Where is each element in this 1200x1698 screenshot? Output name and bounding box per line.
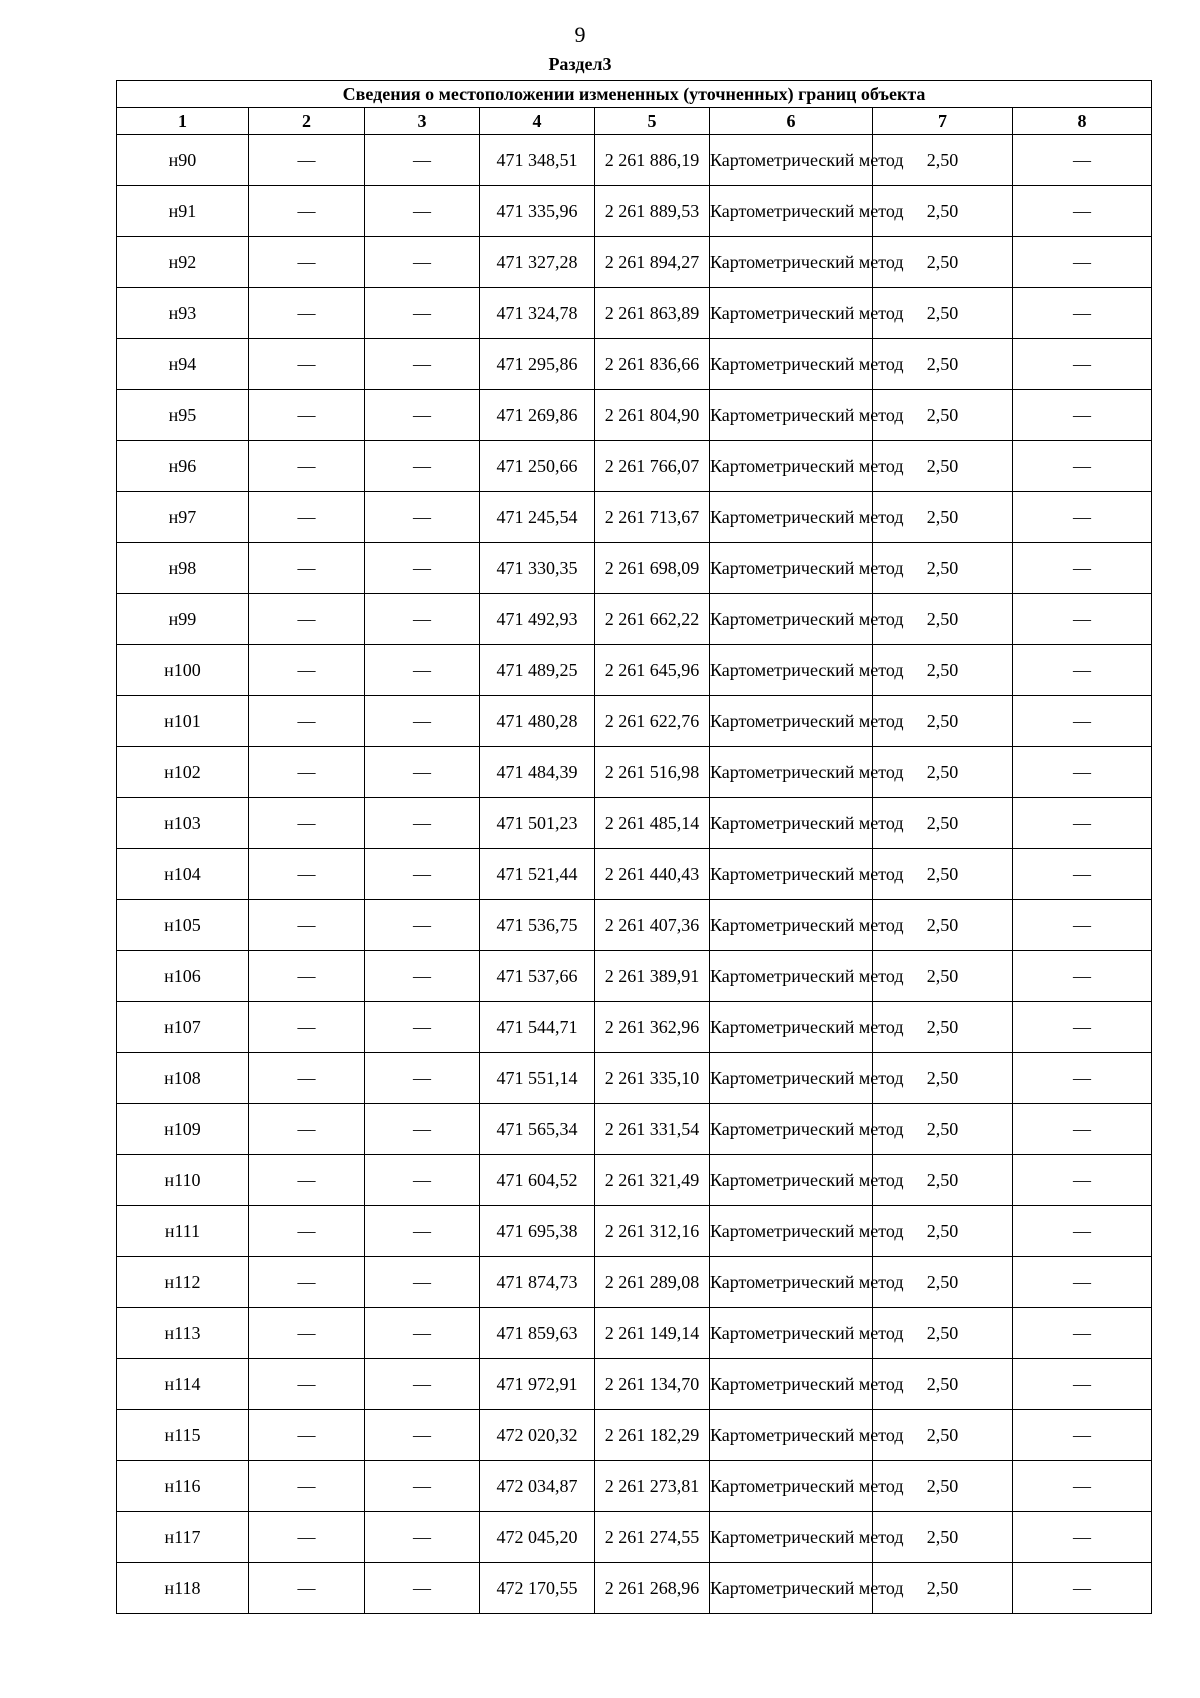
empty-value-cell: — xyxy=(365,492,480,543)
empty-value-cell: — xyxy=(249,849,365,900)
empty-value-cell: — xyxy=(1013,441,1152,492)
empty-value-cell: — xyxy=(249,1002,365,1053)
table-caption: Сведения о местоположении измененных (уточненных) границ объекта xyxy=(117,81,1152,108)
point-number-cell: н93 xyxy=(117,288,249,339)
coordinate-y-cell: 2 261 335,10 xyxy=(595,1053,710,1104)
method-cell: Картометрический метод xyxy=(710,1155,873,1206)
coordinate-x-cell: 471 245,54 xyxy=(480,492,595,543)
coordinate-y-cell: 2 261 331,54 xyxy=(595,1104,710,1155)
method-cell: Картометрический метод xyxy=(710,1053,873,1104)
table-row xyxy=(117,798,1152,849)
point-number-cell: н113 xyxy=(117,1308,249,1359)
coordinate-y-cell: 2 261 289,08 xyxy=(595,1257,710,1308)
method-cell: Картометрический метод xyxy=(710,951,873,1002)
empty-value-cell: — xyxy=(365,1002,480,1053)
method-cell: Картометрический метод xyxy=(710,1512,873,1563)
empty-value-cell: — xyxy=(249,1155,365,1206)
accuracy-cell: 2,50 xyxy=(873,135,1013,186)
coordinate-y-cell: 2 261 407,36 xyxy=(595,900,710,951)
point-number-cell: н96 xyxy=(117,441,249,492)
empty-value-cell: — xyxy=(1013,1563,1152,1614)
empty-value-cell: — xyxy=(249,390,365,441)
table-row xyxy=(117,288,1152,339)
coordinate-y-cell: 2 261 662,22 xyxy=(595,594,710,645)
coordinate-x-cell: 472 020,32 xyxy=(480,1410,595,1461)
point-number-cell: н95 xyxy=(117,390,249,441)
empty-value-cell: — xyxy=(365,288,480,339)
coordinate-y-cell: 2 261 894,27 xyxy=(595,237,710,288)
method-cell: Картометрический метод xyxy=(710,1359,873,1410)
empty-value-cell: — xyxy=(365,441,480,492)
empty-value-cell: — xyxy=(365,696,480,747)
point-number-cell: н99 xyxy=(117,594,249,645)
table-row xyxy=(117,1359,1152,1410)
coordinate-y-cell: 2 261 886,19 xyxy=(595,135,710,186)
empty-value-cell: — xyxy=(1013,798,1152,849)
section-title: Раздел3 xyxy=(548,54,612,74)
method-cell: Картометрический метод xyxy=(710,1461,873,1512)
method-cell: Картометрический метод xyxy=(710,1563,873,1614)
table-row xyxy=(117,645,1152,696)
accuracy-cell: 2,50 xyxy=(873,390,1013,441)
coordinate-x-cell: 472 045,20 xyxy=(480,1512,595,1563)
point-number-cell: н118 xyxy=(117,1563,249,1614)
empty-value-cell: — xyxy=(1013,1359,1152,1410)
coordinate-x-cell: 472 034,87 xyxy=(480,1461,595,1512)
coordinate-x-cell: 471 480,28 xyxy=(480,696,595,747)
point-number-cell: н108 xyxy=(117,1053,249,1104)
empty-value-cell: — xyxy=(1013,1410,1152,1461)
point-number-cell: н90 xyxy=(117,135,249,186)
table-row xyxy=(117,1512,1152,1563)
empty-value-cell: — xyxy=(249,1512,365,1563)
empty-value-cell: — xyxy=(249,237,365,288)
coordinate-x-cell: 471 695,38 xyxy=(480,1206,595,1257)
table-row xyxy=(117,849,1152,900)
point-number-cell: н100 xyxy=(117,645,249,696)
empty-value-cell: — xyxy=(249,288,365,339)
coordinate-x-cell: 471 250,66 xyxy=(480,441,595,492)
accuracy-cell: 2,50 xyxy=(873,747,1013,798)
point-number-cell: н105 xyxy=(117,900,249,951)
column-number: 8 xyxy=(1013,108,1152,135)
empty-value-cell: — xyxy=(365,1410,480,1461)
coordinate-x-cell: 471 565,34 xyxy=(480,1104,595,1155)
accuracy-cell: 2,50 xyxy=(873,900,1013,951)
column-number: 2 xyxy=(249,108,365,135)
empty-value-cell: — xyxy=(249,645,365,696)
empty-value-cell: — xyxy=(365,1359,480,1410)
table-row xyxy=(117,594,1152,645)
coordinate-x-cell: 471 521,44 xyxy=(480,849,595,900)
point-number-cell: н107 xyxy=(117,1002,249,1053)
coordinate-y-cell: 2 261 312,16 xyxy=(595,1206,710,1257)
empty-value-cell: — xyxy=(365,135,480,186)
coordinate-y-cell: 2 261 182,29 xyxy=(595,1410,710,1461)
accuracy-cell: 2,50 xyxy=(873,1257,1013,1308)
point-number-cell: н92 xyxy=(117,237,249,288)
coordinate-x-cell: 471 501,23 xyxy=(480,798,595,849)
coordinate-x-cell: 471 484,39 xyxy=(480,747,595,798)
coordinate-y-cell: 2 261 766,07 xyxy=(595,441,710,492)
empty-value-cell: — xyxy=(249,696,365,747)
method-cell: Картометрический метод xyxy=(710,1206,873,1257)
empty-value-cell: — xyxy=(249,339,365,390)
method-cell: Картометрический метод xyxy=(710,1104,873,1155)
method-cell: Картометрический метод xyxy=(710,696,873,747)
empty-value-cell: — xyxy=(1013,1104,1152,1155)
method-cell: Картометрический метод xyxy=(710,390,873,441)
accuracy-cell: 2,50 xyxy=(873,849,1013,900)
accuracy-cell: 2,50 xyxy=(873,1206,1013,1257)
empty-value-cell: — xyxy=(1013,186,1152,237)
empty-value-cell: — xyxy=(249,1359,365,1410)
coordinate-x-cell: 471 544,71 xyxy=(480,1002,595,1053)
empty-value-cell: — xyxy=(365,594,480,645)
empty-value-cell: — xyxy=(249,594,365,645)
method-cell: Картометрический метод xyxy=(710,135,873,186)
empty-value-cell: — xyxy=(249,1410,365,1461)
point-number-cell: н97 xyxy=(117,492,249,543)
coordinate-x-cell: 471 295,86 xyxy=(480,339,595,390)
coordinate-y-cell: 2 261 273,81 xyxy=(595,1461,710,1512)
coordinate-y-cell: 2 261 698,09 xyxy=(595,543,710,594)
point-number-cell: н98 xyxy=(117,543,249,594)
point-number-cell: н106 xyxy=(117,951,249,1002)
empty-value-cell: — xyxy=(249,951,365,1002)
empty-value-cell: — xyxy=(1013,1002,1152,1053)
empty-value-cell: — xyxy=(1013,135,1152,186)
coordinate-y-cell: 2 261 836,66 xyxy=(595,339,710,390)
empty-value-cell: — xyxy=(1013,900,1152,951)
table-row xyxy=(117,1053,1152,1104)
method-cell: Картометрический метод xyxy=(710,237,873,288)
accuracy-cell: 2,50 xyxy=(873,1155,1013,1206)
point-number-cell: н102 xyxy=(117,747,249,798)
accuracy-cell: 2,50 xyxy=(873,798,1013,849)
column-number: 4 xyxy=(480,108,595,135)
empty-value-cell: — xyxy=(1013,1206,1152,1257)
coordinate-x-cell: 471 492,93 xyxy=(480,594,595,645)
empty-value-cell: — xyxy=(1013,1308,1152,1359)
empty-value-cell: — xyxy=(365,1104,480,1155)
empty-value-cell: — xyxy=(1013,1461,1152,1512)
empty-value-cell: — xyxy=(365,747,480,798)
method-cell: Картометрический метод xyxy=(710,849,873,900)
point-number-cell: н116 xyxy=(117,1461,249,1512)
empty-value-cell: — xyxy=(1013,237,1152,288)
empty-value-cell: — xyxy=(365,186,480,237)
coordinate-x-cell: 471 489,25 xyxy=(480,645,595,696)
empty-value-cell: — xyxy=(1013,696,1152,747)
empty-value-cell: — xyxy=(365,951,480,1002)
table-row xyxy=(117,1257,1152,1308)
method-cell: Картометрический метод xyxy=(710,594,873,645)
accuracy-cell: 2,50 xyxy=(873,186,1013,237)
empty-value-cell: — xyxy=(249,900,365,951)
point-number-cell: н111 xyxy=(117,1206,249,1257)
method-cell: Картометрический метод xyxy=(710,186,873,237)
empty-value-cell: — xyxy=(1013,1257,1152,1308)
empty-value-cell: — xyxy=(1013,645,1152,696)
accuracy-cell: 2,50 xyxy=(873,288,1013,339)
empty-value-cell: — xyxy=(249,798,365,849)
coordinate-y-cell: 2 261 622,76 xyxy=(595,696,710,747)
table-row xyxy=(117,951,1152,1002)
empty-value-cell: — xyxy=(365,1155,480,1206)
method-cell: Картометрический метод xyxy=(710,543,873,594)
empty-value-cell: — xyxy=(1013,594,1152,645)
point-number-cell: н110 xyxy=(117,1155,249,1206)
method-cell: Картометрический метод xyxy=(710,1257,873,1308)
coordinate-y-cell: 2 261 440,43 xyxy=(595,849,710,900)
point-number-cell: н91 xyxy=(117,186,249,237)
point-number-cell: н112 xyxy=(117,1257,249,1308)
accuracy-cell: 2,50 xyxy=(873,951,1013,1002)
table-row xyxy=(117,237,1152,288)
accuracy-cell: 2,50 xyxy=(873,1563,1013,1614)
table-row xyxy=(117,1308,1152,1359)
column-number: 5 xyxy=(595,108,710,135)
boundary-coordinates-table xyxy=(116,80,1152,1614)
table-row xyxy=(117,900,1152,951)
table-row xyxy=(117,1155,1152,1206)
empty-value-cell: — xyxy=(365,849,480,900)
method-cell: Картометрический метод xyxy=(710,900,873,951)
empty-value-cell: — xyxy=(365,1563,480,1614)
empty-value-cell: — xyxy=(365,900,480,951)
accuracy-cell: 2,50 xyxy=(873,1308,1013,1359)
method-cell: Картометрический метод xyxy=(710,645,873,696)
empty-value-cell: — xyxy=(1013,288,1152,339)
point-number-cell: н94 xyxy=(117,339,249,390)
empty-value-cell: — xyxy=(1013,1053,1152,1104)
accuracy-cell: 2,50 xyxy=(873,645,1013,696)
accuracy-cell: 2,50 xyxy=(873,339,1013,390)
coordinate-y-cell: 2 261 713,67 xyxy=(595,492,710,543)
coordinate-x-cell: 471 604,52 xyxy=(480,1155,595,1206)
table-row xyxy=(117,1104,1152,1155)
page-number: 9 xyxy=(574,22,586,47)
coordinate-x-cell: 471 330,35 xyxy=(480,543,595,594)
accuracy-cell: 2,50 xyxy=(873,1410,1013,1461)
coordinate-x-cell: 471 859,63 xyxy=(480,1308,595,1359)
coordinate-x-cell: 471 551,14 xyxy=(480,1053,595,1104)
empty-value-cell: — xyxy=(1013,543,1152,594)
accuracy-cell: 2,50 xyxy=(873,237,1013,288)
empty-value-cell: — xyxy=(1013,1155,1152,1206)
coordinate-y-cell: 2 261 134,70 xyxy=(595,1359,710,1410)
empty-value-cell: — xyxy=(249,1257,365,1308)
table-row xyxy=(117,1002,1152,1053)
method-cell: Картометрический метод xyxy=(710,798,873,849)
coordinate-x-cell: 471 327,28 xyxy=(480,237,595,288)
empty-value-cell: — xyxy=(1013,747,1152,798)
empty-value-cell: — xyxy=(1013,1512,1152,1563)
table-row xyxy=(117,543,1152,594)
coordinate-y-cell: 2 261 863,89 xyxy=(595,288,710,339)
method-cell: Картометрический метод xyxy=(710,1410,873,1461)
table-row xyxy=(117,339,1152,390)
accuracy-cell: 2,50 xyxy=(873,1002,1013,1053)
coordinate-y-cell: 2 261 485,14 xyxy=(595,798,710,849)
column-number: 7 xyxy=(873,108,1013,135)
coordinate-y-cell: 2 261 516,98 xyxy=(595,747,710,798)
accuracy-cell: 2,50 xyxy=(873,594,1013,645)
table-row xyxy=(117,1461,1152,1512)
empty-value-cell: — xyxy=(365,237,480,288)
empty-value-cell: — xyxy=(1013,849,1152,900)
accuracy-cell: 2,50 xyxy=(873,696,1013,747)
accuracy-cell: 2,50 xyxy=(873,543,1013,594)
table-row xyxy=(117,390,1152,441)
point-number-cell: н117 xyxy=(117,1512,249,1563)
method-cell: Картометрический метод xyxy=(710,339,873,390)
empty-value-cell: — xyxy=(365,339,480,390)
column-number: 1 xyxy=(117,108,249,135)
coordinate-y-cell: 2 261 274,55 xyxy=(595,1512,710,1563)
table-row xyxy=(117,747,1152,798)
empty-value-cell: — xyxy=(365,1053,480,1104)
method-cell: Картометрический метод xyxy=(710,288,873,339)
table-row xyxy=(117,135,1152,186)
accuracy-cell: 2,50 xyxy=(873,1512,1013,1563)
table-row xyxy=(117,186,1152,237)
empty-value-cell: — xyxy=(249,1053,365,1104)
table-row xyxy=(117,441,1152,492)
method-cell: Картометрический метод xyxy=(710,441,873,492)
empty-value-cell: — xyxy=(249,1104,365,1155)
point-number-cell: н115 xyxy=(117,1410,249,1461)
empty-value-cell: — xyxy=(365,1512,480,1563)
method-cell: Картометрический метод xyxy=(710,1002,873,1053)
table-row xyxy=(117,492,1152,543)
empty-value-cell: — xyxy=(249,1308,365,1359)
empty-value-cell: — xyxy=(365,645,480,696)
empty-value-cell: — xyxy=(1013,339,1152,390)
point-number-cell: н104 xyxy=(117,849,249,900)
coordinate-y-cell: 2 261 149,14 xyxy=(595,1308,710,1359)
coordinate-y-cell: 2 261 645,96 xyxy=(595,645,710,696)
empty-value-cell: — xyxy=(365,798,480,849)
coordinate-x-cell: 472 170,55 xyxy=(480,1563,595,1614)
empty-value-cell: — xyxy=(249,441,365,492)
empty-value-cell: — xyxy=(249,492,365,543)
coordinate-y-cell: 2 261 268,96 xyxy=(595,1563,710,1614)
table-row xyxy=(117,1563,1152,1614)
empty-value-cell: — xyxy=(365,390,480,441)
accuracy-cell: 2,50 xyxy=(873,1053,1013,1104)
accuracy-cell: 2,50 xyxy=(873,1359,1013,1410)
empty-value-cell: — xyxy=(1013,390,1152,441)
empty-value-cell: — xyxy=(365,1257,480,1308)
coordinate-x-cell: 471 269,86 xyxy=(480,390,595,441)
coordinate-x-cell: 471 536,75 xyxy=(480,900,595,951)
coordinate-x-cell: 471 348,51 xyxy=(480,135,595,186)
accuracy-cell: 2,50 xyxy=(873,1104,1013,1155)
empty-value-cell: — xyxy=(1013,951,1152,1002)
table-body xyxy=(117,135,1152,1614)
coordinate-x-cell: 471 335,96 xyxy=(480,186,595,237)
point-number-cell: н103 xyxy=(117,798,249,849)
column-number: 3 xyxy=(365,108,480,135)
empty-value-cell: — xyxy=(365,1308,480,1359)
accuracy-cell: 2,50 xyxy=(873,441,1013,492)
coordinate-y-cell: 2 261 321,49 xyxy=(595,1155,710,1206)
empty-value-cell: — xyxy=(249,1461,365,1512)
accuracy-cell: 2,50 xyxy=(873,1461,1013,1512)
point-number-cell: н101 xyxy=(117,696,249,747)
table-row xyxy=(117,696,1152,747)
method-cell: Картометрический метод xyxy=(710,747,873,798)
empty-value-cell: — xyxy=(365,1206,480,1257)
empty-value-cell: — xyxy=(249,135,365,186)
point-number-cell: н109 xyxy=(117,1104,249,1155)
empty-value-cell: — xyxy=(1013,492,1152,543)
empty-value-cell: — xyxy=(249,543,365,594)
empty-value-cell: — xyxy=(249,1563,365,1614)
empty-value-cell: — xyxy=(249,186,365,237)
table-row xyxy=(117,1206,1152,1257)
coordinate-y-cell: 2 261 389,91 xyxy=(595,951,710,1002)
coordinate-y-cell: 2 261 889,53 xyxy=(595,186,710,237)
coordinate-x-cell: 471 972,91 xyxy=(480,1359,595,1410)
column-number: 6 xyxy=(710,108,873,135)
empty-value-cell: — xyxy=(365,543,480,594)
empty-value-cell: — xyxy=(249,747,365,798)
empty-value-cell: — xyxy=(365,1461,480,1512)
coordinate-x-cell: 471 874,73 xyxy=(480,1257,595,1308)
method-cell: Картометрический метод xyxy=(710,492,873,543)
empty-value-cell: — xyxy=(249,1206,365,1257)
coordinate-y-cell: 2 261 804,90 xyxy=(595,390,710,441)
coordinate-y-cell: 2 261 362,96 xyxy=(595,1002,710,1053)
coordinate-x-cell: 471 537,66 xyxy=(480,951,595,1002)
method-cell: Картометрический метод xyxy=(710,1308,873,1359)
accuracy-cell: 2,50 xyxy=(873,492,1013,543)
table-row xyxy=(117,1410,1152,1461)
point-number-cell: н114 xyxy=(117,1359,249,1410)
coordinate-x-cell: 471 324,78 xyxy=(480,288,595,339)
